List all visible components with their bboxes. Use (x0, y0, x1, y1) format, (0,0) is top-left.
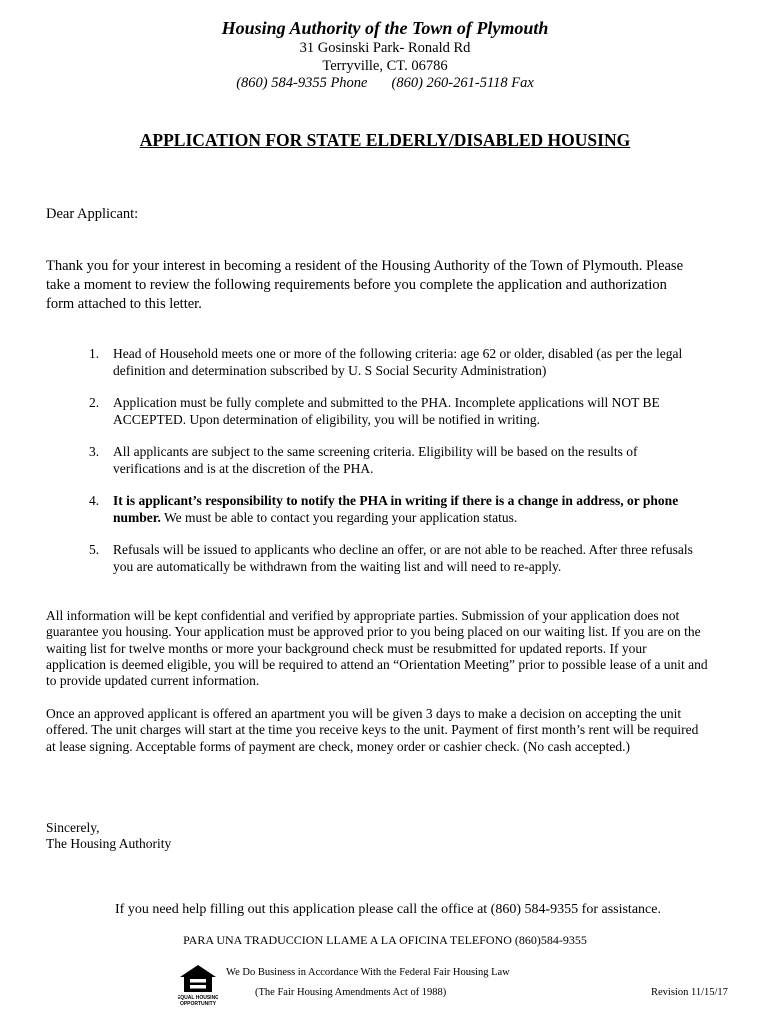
phone-number: (860) 584-9355 Phone (236, 75, 368, 91)
paragraph-line: waiting list for twelve months or more your background check must be resubmitted for updated reports. If your (46, 640, 647, 656)
logo-text-line-1: EQUAL HOUSING (178, 995, 218, 1001)
list-line: Application must be fully complete and submitted to the PHA. Incomplete applications will NOT BE (113, 395, 660, 410)
list-number: 4. (89, 493, 100, 508)
intro-line: Thank you for your interest in becoming a resident of the Housing Authority of the Town of Plymouth. Please (46, 258, 684, 274)
spanish-translation-text: PARA UNA TRADUCCION LLAME A LA OFICINA TELEFONO (860)584-9355 (183, 933, 587, 947)
intro-line: form attached to this letter. (46, 296, 202, 312)
closing-signature: The Housing Authority (46, 836, 172, 852)
logo-text-line-2: OPPORTUNITY (179, 1001, 217, 1007)
address-line-1: 31 Gosinski Park- Ronald Rd (299, 40, 471, 56)
paragraph-line: at lease signing. Acceptable forms of payment are check, money order or cashier check. (No cash accepted.) (46, 738, 630, 754)
equal-housing-opportunity-icon (178, 963, 218, 1007)
intro-line: take a moment to review the following requirements before you complete the application and authorization (46, 277, 667, 293)
list-number: 2. (89, 395, 100, 410)
contact-line (0, 75, 770, 92)
closing (46, 820, 728, 853)
requirements-list (46, 346, 731, 586)
list-number: 5. (89, 542, 100, 557)
offer-paragraph (46, 706, 728, 755)
confidential-paragraph (46, 608, 728, 689)
address-line-2: Terryville, CT. 06786 (322, 58, 448, 74)
fax-number: (860) 260-261-5118 Fax (391, 75, 534, 91)
list-number: 1. (89, 346, 100, 361)
list-line: Head of Household meets one or more of the following criteria: age 62 or older, disabled (as per the legal (113, 346, 683, 361)
salutation: Dear Applicant: (46, 206, 139, 222)
paragraph-line: application is deemed eligible, you will be required to attend an “Orientation Meeting” prior to possible lease of a unit and (46, 656, 708, 672)
paragraph-line: offered. The unit charges will start at the time you receive keys to the unit. Payment of first month’s rent will be required (46, 722, 699, 738)
paragraph-line: guarantee you housing. Your application must be approved prior to you being placed on our waiting list. If you are on the (46, 624, 701, 640)
paragraph-line: to provide updated current information. (46, 673, 260, 689)
list-line: ACCEPTED. Upon determination of eligibility, you will be notified in writing. (113, 411, 540, 427)
list-line: you are automatically be withdrawn from the waiting list and will need to re-apply. (113, 558, 562, 574)
help-text: If you need help filling out this application please call the office at (860) 584-9355 for assistance. (115, 902, 661, 917)
list-line: All applicants are subject to the same screening criteria. Eligibility will be based on the results of (113, 444, 638, 459)
list-line: definition and determination subscribed by U. S Social Security Administration) (113, 362, 547, 378)
fair-housing-statement: We Do Business in Accordance With the Federal Fair Housing Law (226, 967, 510, 978)
paragraph-line: All information will be kept confidential and verified by appropriate parties. Submission of your application does not (46, 608, 680, 623)
closing-sincerely: Sincerely, (46, 820, 100, 835)
fair-housing-act: (The Fair Housing Amendments Act of 1988) (255, 987, 447, 998)
list-bold-word: number. (113, 509, 161, 525)
revision-date: Revision 11/15/17 (651, 987, 728, 998)
list-number: 3. (89, 444, 100, 459)
application-title: APPLICATION FOR STATE ELDERLY/DISABLED HOUSING (139, 130, 631, 150)
list-line (113, 510, 723, 527)
list-line-bold: It is applicant’s responsibility to notify the PHA in writing if there is a change in address, or phone (113, 493, 679, 508)
org-name: Housing Authority of the Town of Plymouth (221, 18, 549, 38)
intro-paragraph (46, 258, 731, 313)
paragraph-line: Once an approved applicant is offered an apartment you will be given 3 days to make a decision on accepting the unit (46, 706, 682, 721)
list-line-tail: We must be able to contact you regarding your application status. (160, 509, 518, 525)
list-line: Refusals will be issued to applicants who decline an offer, or are not able to be reached. After three refusals (113, 542, 693, 557)
list-line: verifications and is at the discretion of the PHA. (113, 460, 374, 476)
